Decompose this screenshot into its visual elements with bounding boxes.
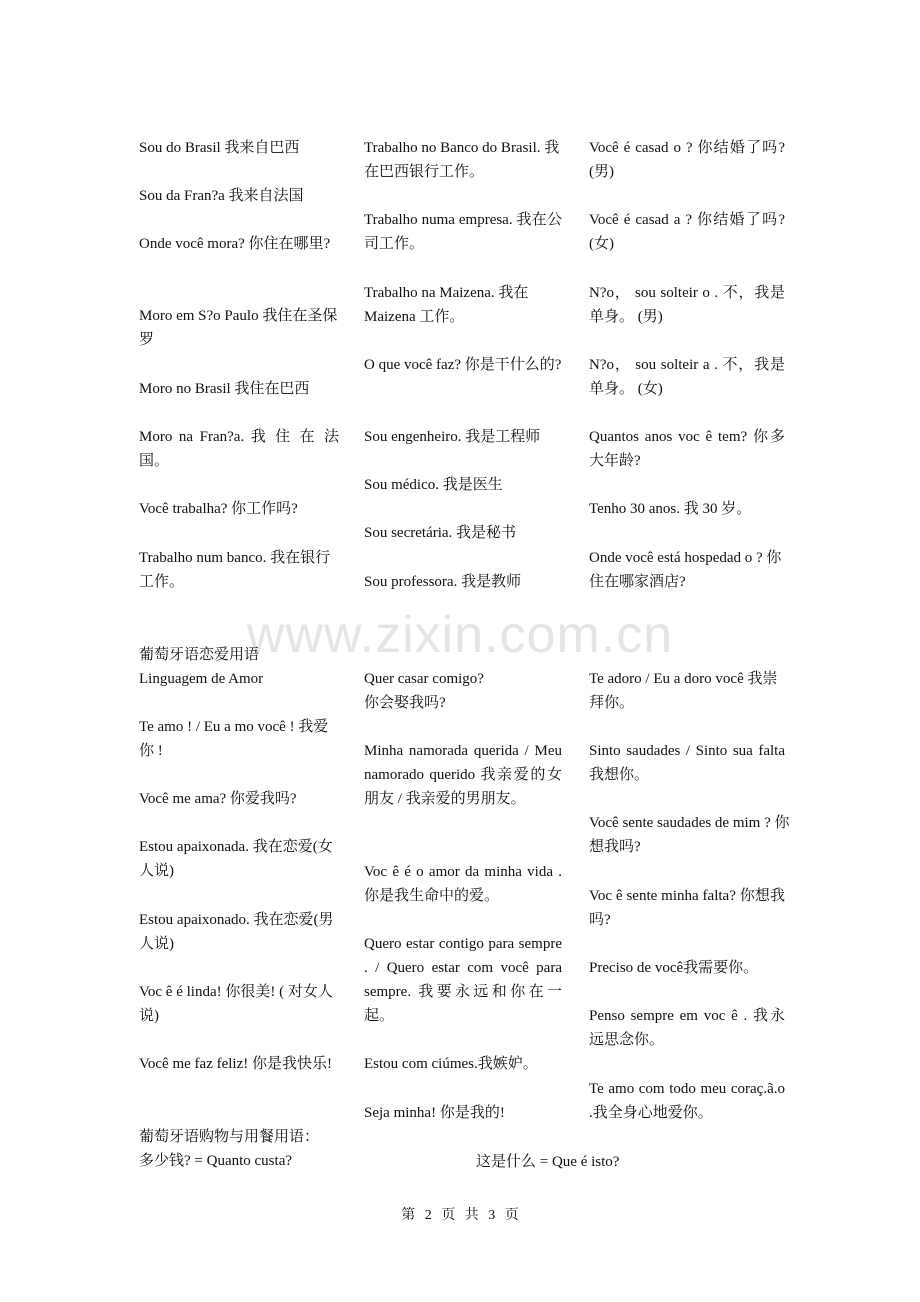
phrase-line: Tenho 30 anos. 我 30 岁。 [589,501,752,517]
phrase-line: Trabalho na Maizena. 我在 Maizena 工作。 [364,285,529,325]
phrase-line: Moro em S?o Paulo 我住在圣保罗 [139,308,338,348]
phrase-line: Sou secretária. 我是秘书 [364,525,517,541]
section-heading-translation: Linguagem de Amor [139,671,264,687]
phrase-line: Estou apaixonada. 我在恋爱(女人说) [139,839,333,879]
page-footer: 第 2 页 共 3 页 [401,1208,519,1223]
phrase-line: Te amo ! / Eu a mo você ! 我爱你 ! [139,719,329,759]
phrase-line: Estou apaixonado. 我在恋爱(男人说) [139,912,334,952]
phrase-line: Moro no Brasil 我住在巴西 [139,381,310,397]
phrase-line: Você é casad o ? 你结婚了吗? (男) [589,140,785,180]
phrase-line: Trabalho no Banco do Brasil. 我在巴西银行工作。 [364,140,560,180]
section-heading: 葡萄牙语购物与用餐用语： [139,1129,320,1145]
phrase-line: Você me faz feliz! 你是我快乐! [139,1056,332,1072]
phrase-line: Penso sempre em voc ê . 我永远思念你。 [589,1008,785,1048]
phrase-line: Você trabalha? 你工作吗? [139,501,298,517]
phrase-line: Voc ê é o amor da minha vida .你是我生命中的爱。 [364,864,562,904]
phrase-line: N?o， sou solteir o . 不，我是单身。 (男) [589,285,785,325]
phrase-line: Te amo com todo meu coraç.ã.o .我全身心地爱你。 [589,1081,785,1121]
phrase-line: Quer casar comigo? [364,671,484,687]
phrase-line: Sou médico. 我是医生 [364,477,503,493]
phrase-line: Sinto saudades / Sinto sua falta 我想你。 [589,743,785,783]
phrase-line: 你会娶我吗? [364,695,446,711]
phrase-line: Preciso de você我需要你。 [589,960,759,976]
phrase-line: Você sente saudades de mim ? 你想我吗? [589,815,790,855]
phrase-line: Sou da Fran?a 我来自法国 [139,188,304,204]
phrase-line: Quero estar contigo para sempre . / Quero estar com você para sempre. 我要永远和你在一起。 [364,936,562,1024]
phrase-line: Você me ama? 你爱我吗? [139,791,297,807]
phrase-line: Te adoro / Eu a doro você 我崇拜你。 [589,671,778,711]
phrase-line: Quantos anos voc ê tem? 你多大年龄? [589,429,785,469]
phrase-line: Moro na Fran?a. 我 住 在 法国。 [139,429,339,469]
phrase-line: Minha namorada querida / Meu namorado querido 我亲爱的女朋友 / 我亲爱的男朋友。 [364,743,562,807]
section-heading: 葡萄牙语恋爱用语 [139,647,260,663]
phrase-line: Voc ê é linda! 你很美! ( 对女人说) [139,984,333,1024]
phrase-line: Estou com ciúmes.我嫉妒。 [364,1056,538,1072]
phrase-line: Voc ê sente minha falta? 你想我吗? [589,888,785,928]
phrase-line: 这是什么 = Que é isto? [476,1154,620,1170]
phrase-line: O que você faz? 你是干什么的? [364,357,562,373]
phrase-line: N?o， sou solteir a . 不，我是单身。 (女) [589,357,785,397]
phrase-line: Onde você está hospedad o ? 你住在哪家酒店? [589,550,782,590]
phrase-line: Trabalho numa empresa. 我在公司工作。 [364,212,562,252]
phrase-line: Seja minha! 你是我的! [364,1105,505,1121]
phrase-line: Sou engenheiro. 我是工程师 [364,429,541,445]
phrase-line: Você é casad a ? 你结婚了吗? (女) [589,212,785,252]
phrase-line: Trabalho num banco. 我在银行工作。 [139,550,331,590]
phrase-line: Sou professora. 我是教师 [364,574,522,590]
phrase-line: Onde você mora? 你住在哪里? [139,236,331,252]
phrase-line: Sou do Brasil 我来自巴西 [139,140,300,156]
watermark: www.zixin.com.cn [246,606,674,664]
phrase-line: 多少钱? = Quanto custa? [139,1153,293,1169]
